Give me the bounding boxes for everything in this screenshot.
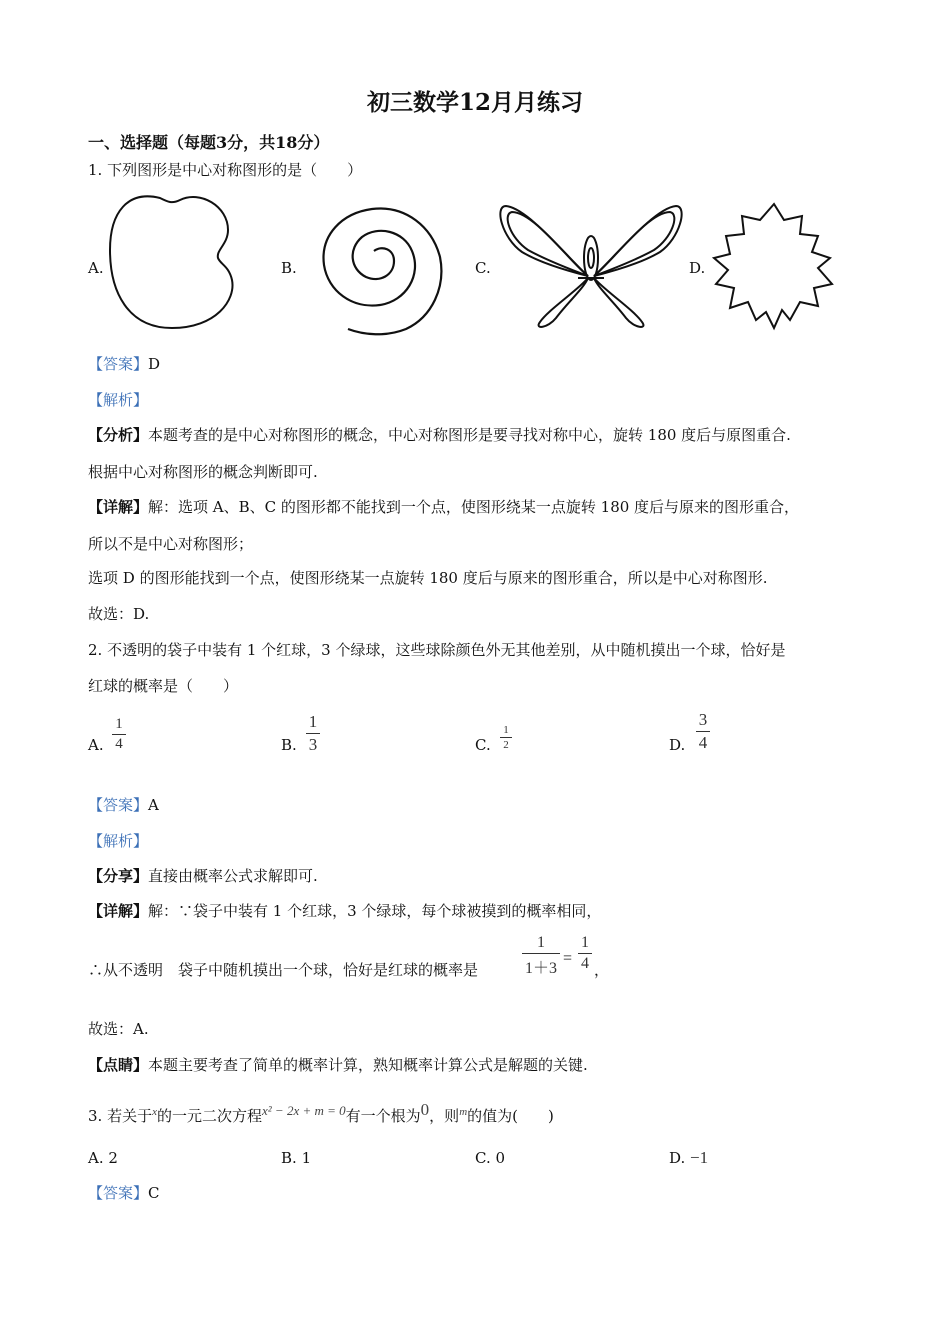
spiral-figure [302,205,462,335]
butterfly-figure [498,198,684,330]
q2-fenxiang: 【分享】直接由概率公式求解即可. [88,867,318,885]
q1-fenxi-2: 根据中心对称图形的概念判断即可. [88,463,318,481]
koch-snowflake-figure [712,202,836,332]
q2-calc-fraction-1: 1 1＋3 [522,934,560,978]
q3-option-c: C. 0 [475,1149,506,1167]
q2-calc-equals: = [563,950,573,967]
q1-option-a-label: A. [88,259,104,277]
q2-detail-2-suffix: ， [594,961,610,979]
q2-stem-line1: 2. 不透明的袋子中装有 1 个红球，3 个绿球，这些球除颜色外无其他差别，从中随机摸出一个球，恰好是 [88,641,786,659]
q3-answer: 【答案】C [88,1184,160,1202]
q3-stem: 3. 若关于$^x$的一元二次方程$^{x^2 - 2x + m = 0}$有一个根为$^0$，则$^m$的值为( ) [88,1100,554,1125]
q1-option-b-label: B. [281,259,297,277]
section-heading: 一、选择题（每题3分，共18分） [88,133,330,152]
q3-option-b: B. 1 [281,1149,312,1167]
heart-shape-figure [108,192,238,332]
q2-option-a-fraction: 1 4 [112,716,126,753]
q2-detail: 【详解】解：∵袋子中装有 1 个红球，3 个绿球，每个球被摸到的概率相同， [88,902,602,920]
q2-option-b-fraction: 1 3 [306,712,320,755]
q2-option-d-label: D. [669,736,686,754]
q1-conclusion: 故选：D. [88,605,150,623]
page-title: 初三数学12月月练习 [366,89,583,116]
q2-option-a-label: A. [88,736,104,754]
q3-option-d: D. −1 [669,1148,709,1167]
q1-detail-2: 所以不是中心对称图形； [88,535,254,553]
q2-analysis-tag: 【解析】 [88,832,149,850]
q2-dianjing: 【点睛】本题主要考查了简单的概率计算，熟知概率计算公式是解题的关键. [88,1056,588,1074]
q1-fenxi: 【分析】本题考查的是中心对称图形的概念，中心对称图形是要寻找对称中心，旋转 180 度后与原图重合. [88,426,791,444]
q1-option-c-label: C. [475,259,491,277]
q1-detail: 【详解】解：选项 A、B、C 的图形都不能找到一个点，使图形绕某一点旋转 180 度后与原来的图形重合， [88,498,800,516]
q1-answer: 【答案】D [88,355,161,373]
q2-option-d-fraction: 3 4 [696,710,710,753]
q1-stem: 1. 下列图形是中心对称图形的是（ ） [88,161,363,179]
q2-option-c-fraction: 1 2 [500,724,512,751]
q3-option-a: A. 2 [88,1149,118,1167]
q2-option-b-label: B. [281,736,297,754]
q2-stem-line2: 红球的概率是（ ） [88,677,239,695]
q2-calc-fraction-2: 1 4 [578,934,592,973]
q1-analysis-tag: 【解析】 [88,391,149,409]
q2-option-c-label: C. [475,736,491,754]
q2-answer: 【答案】A [88,796,159,814]
q2-detail-2-prefix: ∴从不透明 袋子中随机摸出一个球，恰好是红球的概率是 [88,961,479,979]
q2-conclusion: 故选：A. [88,1020,149,1038]
q1-detail-3: 选项 D 的图形能找到一个点，使图形绕某一点旋转 180 度后与原来的图形重合，所以是中心对称图形. [88,569,768,587]
q1-option-d-label: D. [689,259,706,277]
